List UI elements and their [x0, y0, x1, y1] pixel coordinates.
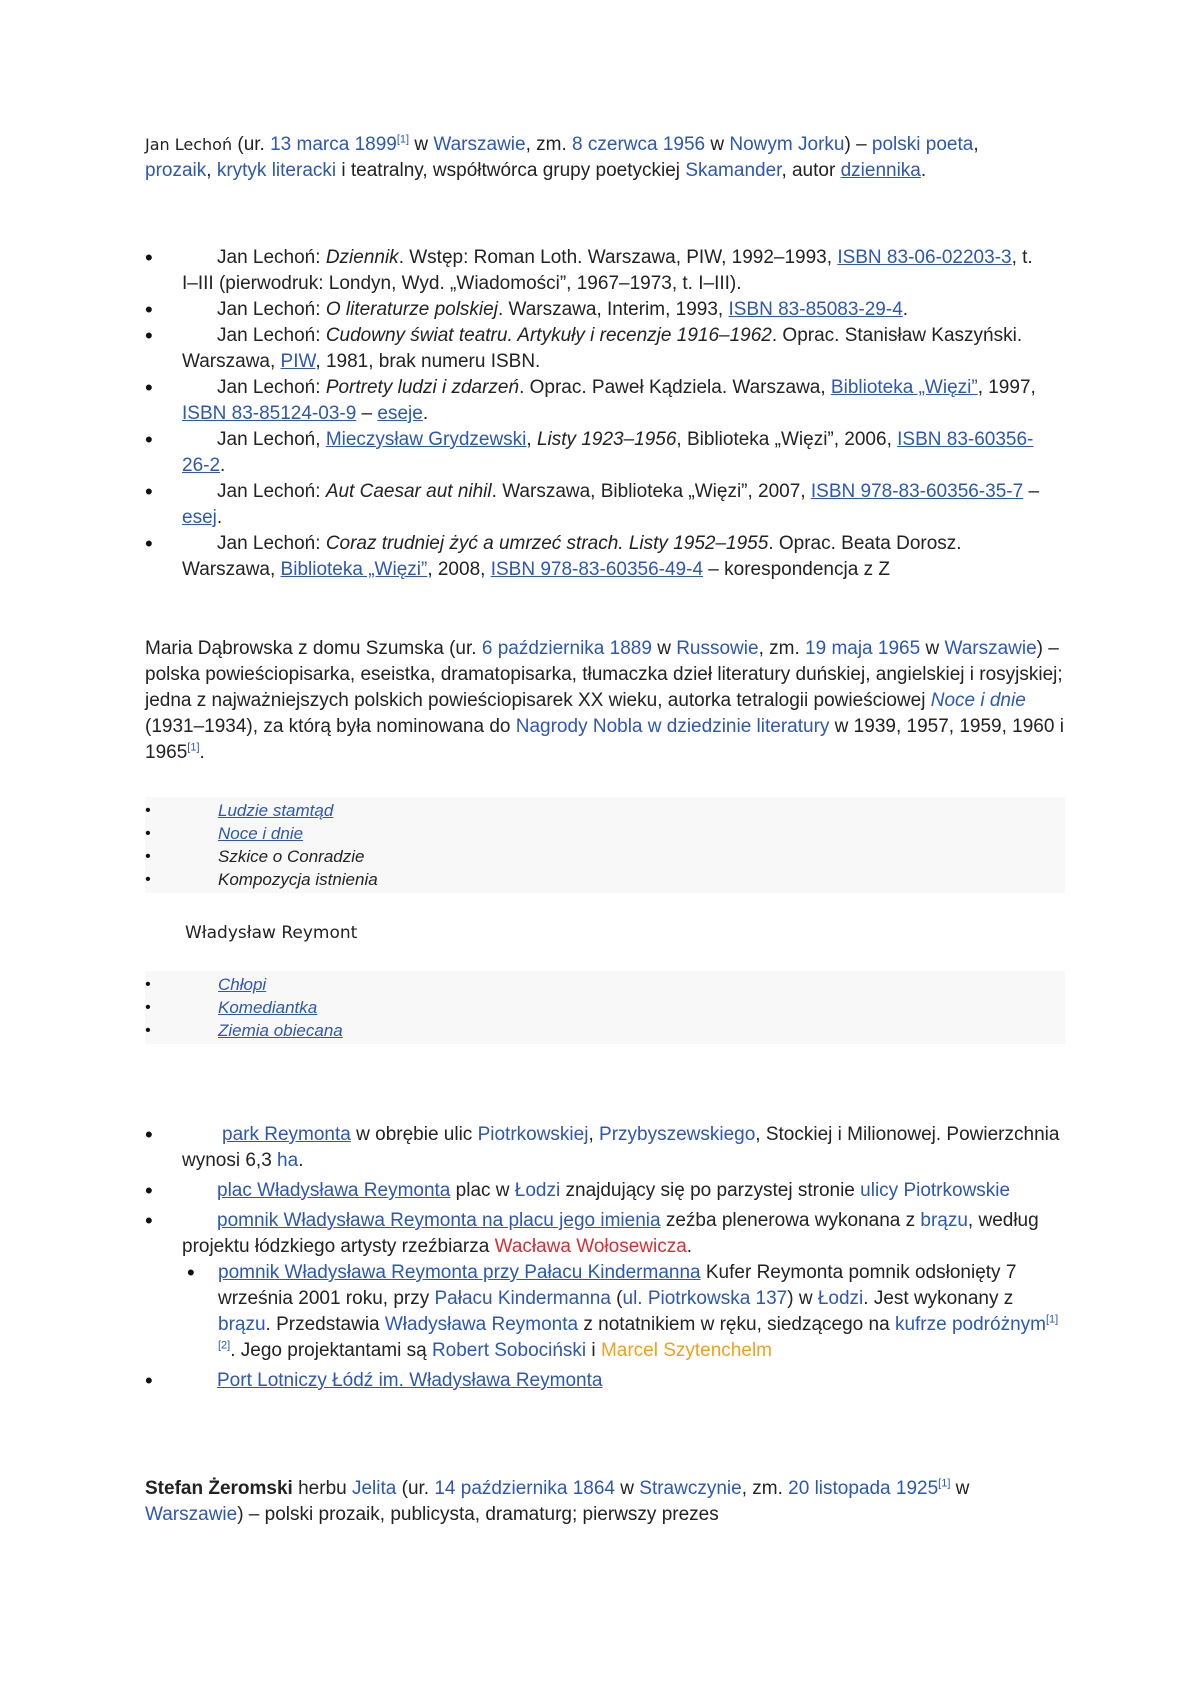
publisher-link[interactable]: Biblioteka „Więzi”	[830, 377, 978, 398]
list-item	[145, 868, 1065, 891]
lechon-ref-link[interactable]: [1]	[396, 133, 410, 146]
work-link[interactable]: Komediantka	[218, 998, 318, 1017]
isbn-link[interactable]: ISBN 83-85083-29-4	[728, 299, 903, 320]
grydzewski-link[interactable]: Mieczysław Grydzewski	[325, 429, 527, 450]
dabrowska-death-date-link[interactable]: 19 maja 1965	[805, 638, 921, 659]
palac-kindermanna-link[interactable]: Pałacu Kindermanna	[434, 1288, 611, 1309]
wolosewicz-link[interactable]: Wacława Wołosewicza	[494, 1236, 687, 1257]
list-item	[145, 996, 1065, 1019]
list-item: • Jan Lechoń: Portrety ludzi i zdarzeń. Oprac. Paweł Kądziela. Warszawa, Biblioteka „Więzi”, 1997, ISBN 83-85124-03-9 – eseje.	[145, 375, 1045, 427]
reymont-works-list	[145, 973, 1065, 1042]
lechon-intro: Jan Lechoń (ur. 13 marca 1899[1] w Warszawie, zm. 8 czerwca 1956 w Nowym Jorku) – polski poeta, prozaik, krytyk literacki i teatralny, współtwórca grupy poetyckiej Skamander, autor dziennika.	[145, 133, 979, 181]
work-label: Kompozycja istnienia	[218, 870, 378, 889]
zeromski-name: Stefan Żeromski	[145, 1478, 293, 1499]
lechon-dziennika-link[interactable]: dziennika	[840, 160, 921, 181]
piw-link[interactable]: PIW	[280, 351, 316, 372]
piotrkowska-link[interactable]: Piotrkowskiej	[477, 1124, 589, 1145]
lechon-poeta-link[interactable]: poeta	[925, 134, 974, 155]
list-item: • Jan Lechoń: Coraz trudniej żyć a umrzeć strach. Listy 1952–1955. Oprac. Beata Dorosz. Warszawa, Biblioteka „Więzi”, 2008, ISBN 978-83-60356-49-4 – korespondencja z Z	[145, 531, 1045, 583]
reymont-link[interactable]: Władysława Reymonta	[384, 1314, 579, 1335]
szytenchelm-link[interactable]: Marcel Szytenchelm	[600, 1340, 772, 1361]
reymont-works-box	[145, 971, 1065, 1044]
pomnik-plac-link[interactable]: pomnik Władysława Reymonta na placu jego imienia	[217, 1210, 661, 1231]
braz-link[interactable]: brązu	[218, 1314, 266, 1335]
reymont-places-list-2	[145, 1368, 1065, 1394]
work-link[interactable]: Chłopi	[218, 975, 267, 994]
lechon-skamander-link[interactable]: Skamander	[685, 160, 782, 181]
lechon-krytyk-link[interactable]: krytyk literacki	[216, 160, 337, 181]
zeromski-ref-link[interactable]: [1]	[938, 1477, 951, 1490]
dabrowska-ref-link[interactable]: [1]	[187, 741, 200, 754]
dabrowska-works-list	[145, 799, 1065, 891]
zeromski-intro: Stefan Żeromski herbu Jelita (ur. 14 października 1864 w Strawczynie, zm. 20 listopada 1925[1] w Warszawie) – polski prozaik, publicysta, dramaturg; pierwszy prezes	[145, 1477, 970, 1525]
list-item	[145, 1019, 1065, 1042]
list-item: • plac Władysława Reymonta plac w Łodzi znajdujący się po parzystej stronie ulicy Piotrkowskie	[145, 1178, 1065, 1204]
zeromski-death-date-link[interactable]: 20 listopada 1925	[788, 1478, 939, 1499]
list-item: • Jan Lechoń, Mieczysław Grydzewski, Listy 1923–1956, Biblioteka „Więzi”, 2006, ISBN 83-60356-26-2.	[145, 427, 1045, 479]
isbn-link[interactable]: ISBN 83-06-02203-3	[837, 247, 1012, 268]
reymont-places-list	[145, 1122, 1065, 1260]
eseje-link[interactable]: eseje	[377, 403, 423, 424]
lechon-polski-link[interactable]: polski	[871, 134, 921, 155]
lechon-prozaik-link[interactable]: prozaik	[145, 160, 207, 181]
isbn-link[interactable]: ISBN 978-83-60356-49-4	[490, 559, 704, 580]
list-item: • Jan Lechoń: O literaturze polskiej. Warszawa, Interim, 1993, ISBN 83-85083-29-4.	[145, 297, 1045, 323]
lechon-name: Jan Lechoń	[145, 135, 233, 154]
isbn-link[interactable]: ISBN 83-85124-03-9	[182, 403, 357, 424]
lodz-link[interactable]: Łodzi	[514, 1180, 561, 1201]
reymont-sub-list	[145, 1260, 1065, 1364]
lechon-birth-date-link[interactable]: 13 marca 1899	[270, 134, 397, 155]
plac-reymonta-link[interactable]: plac Władysława Reymonta	[217, 1180, 451, 1201]
lechon-works-list	[145, 245, 1045, 583]
list-item: • Jan Lechoń: Cudowny świat teatru. Artykuły i recenzje 1916–1962. Oprac. Stanisław Kaszyński. Warszawa, PIW, 1981, brak numeru ISBN.	[145, 323, 1045, 375]
ha-link[interactable]: ha	[277, 1150, 299, 1171]
dabrowska-works-box	[145, 797, 1065, 893]
lechon-birth-place-link[interactable]: Warszawie	[433, 134, 526, 155]
przybyszewskiego-link[interactable]: Przybyszewskiego	[599, 1124, 756, 1145]
piotrkowska-137-link[interactable]: ul. Piotrkowska 137	[622, 1288, 788, 1309]
list-item: • pomnik Władysława Reymonta na placu jego imienia zeźba plenerowa wykonana z brązu, według projektu łódzkiego artysty rzeźbiarza Wacława Wołosewicza.	[145, 1208, 1065, 1260]
list-item	[145, 822, 1065, 845]
esej-link[interactable]: esej	[182, 507, 217, 528]
sobocinski-link[interactable]: Robert Sobociński	[431, 1340, 587, 1361]
dabrowska-birth-date-link[interactable]: 6 października 1889	[481, 638, 652, 659]
zeromski-birth-date-link[interactable]: 14 października 1864	[434, 1478, 615, 1499]
ulica-piotrkowska-link[interactable]: ulicy Piotrkowskie	[860, 1180, 1011, 1201]
list-item	[145, 1368, 1065, 1394]
lechon-death-place-link[interactable]: Nowym Jorku	[729, 134, 845, 155]
publisher-link[interactable]: Biblioteka „Więzi”	[280, 559, 428, 580]
isbn-link[interactable]: ISBN 83-60356-26-2	[182, 429, 1034, 476]
list-item: • pomnik Władysława Reymonta przy Pałacu Kindermanna Kufer Reymonta pomnik odsłonięty 7 września 2001 roku, przy Pałacu Kindermanna (ul. Piotrkowska 137) w Łodzi. Jest wykonany z brązu. Przedstawia Władysława Reymonta z notatnikiem w ręku, siedzącego na kufrze podróżnym[1][2]. Jego projektantami są Robert Sobociński i Marcel Szytenchelm	[182, 1260, 1065, 1364]
zeromski-death-place-link[interactable]: Warszawie	[145, 1504, 238, 1525]
strawczyn-link[interactable]: Strawczynie	[639, 1478, 742, 1499]
kufer-ref-link[interactable]: [1][2]	[218, 1313, 1059, 1352]
pomnik-kindermann-link[interactable]: pomnik Władysława Reymonta przy Pałacu Kindermanna	[218, 1262, 701, 1283]
list-item	[145, 799, 1065, 822]
list-item: • Jan Lechoń: Dziennik. Wstęp: Roman Loth. Warszawa, PIW, 1992–1993, ISBN 83-06-02203-3, t. I–III (pierwodruk: Londyn, Wyd. „Wiadomości”, 1967–1973, t. I–III).	[145, 245, 1045, 297]
work-link[interactable]: Ludzie stamtąd	[218, 801, 334, 820]
work-link[interactable]: Ziemia obiecana	[218, 1021, 343, 1040]
dabrowska-intro: Maria Dąbrowska z domu Szumska (ur. 6 października 1889 w Russowie, zm. 19 maja 1965 w Warszawie) – polska powieściopisarka, eseistka, dramatopisarka, tłumaczka dzieł literatury duńskiej, angielskiej i rosyjskiej; jedna z najważniejszych polskich powieściopisarek XX wieku, autorka tetralogii powieściowej Noce i dnie (1931–1934), za którą była nominowana do Nagrody Nobla w dziedzinie literatury w 1939, 1957, 1959, 1960 i 1965[1].	[145, 638, 1064, 763]
park-reymonta-link[interactable]: park Reymonta	[222, 1124, 351, 1145]
jelita-link[interactable]: Jelita	[351, 1478, 397, 1499]
lechon-death-date-link[interactable]: 8 czerwca 1956	[572, 134, 706, 155]
work-label: Szkice o Conradzie	[218, 847, 365, 866]
airport-link[interactable]: Port Lotniczy Łódź im. Władysława Reymonta	[217, 1370, 603, 1391]
isbn-link[interactable]: ISBN 978-83-60356-35-7	[810, 481, 1024, 502]
noce-i-dnie-link[interactable]: Noce i dnie	[930, 690, 1026, 711]
reymont-places	[145, 1122, 1065, 1394]
lodz-link[interactable]: Łodzi	[817, 1288, 864, 1309]
list-item: • park Reymonta w obrębie ulic Piotrkowskiej, Przybyszewskiego, Stockiej i Milionowej. Powierzchnia wynosi 6,3 ha.	[145, 1122, 1065, 1174]
kufer-link[interactable]: kufrze podróżnym	[894, 1314, 1046, 1335]
list-item: • Jan Lechoń: Aut Caesar aut nihil. Warszawa, Biblioteka „Więzi”, 2007, ISBN 978-83-60356-35-7 – esej.	[145, 479, 1045, 531]
dabrowska-birth-place-link[interactable]: Russowie	[676, 638, 759, 659]
nobel-link[interactable]: Nagrody Nobla w dziedzinie literatury	[515, 716, 830, 737]
list-item	[145, 845, 1065, 868]
braz-link[interactable]: brązu	[920, 1210, 968, 1231]
work-link[interactable]: Noce i dnie	[218, 824, 304, 843]
dabrowska-death-place-link[interactable]: Warszawie	[944, 638, 1037, 659]
reymont-heading: Władysław Reymont	[185, 923, 358, 943]
list-item	[145, 973, 1065, 996]
